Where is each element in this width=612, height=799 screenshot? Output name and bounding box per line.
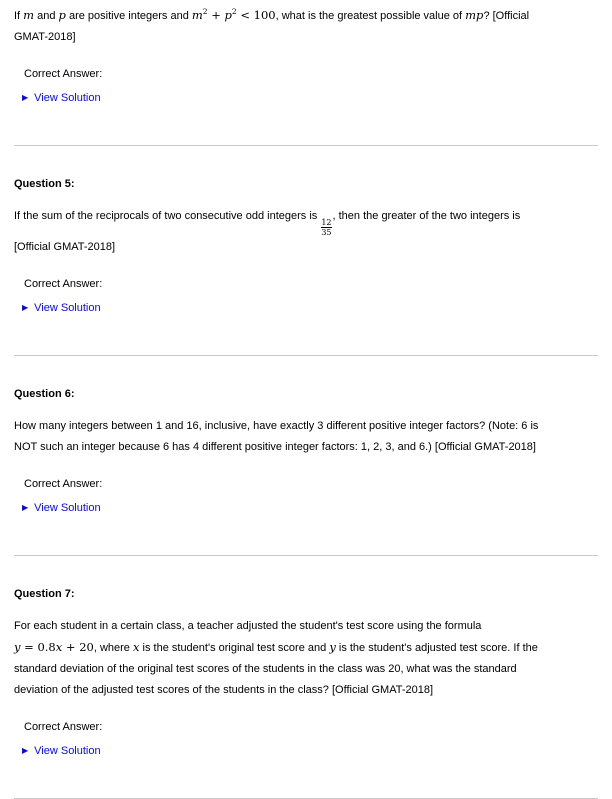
text-run: If the sum of the reciprocals of two consecutive odd integers is bbox=[14, 210, 321, 222]
text-run: , then the greater of the two integers is bbox=[332, 210, 521, 222]
correct-answer-label: Correct Answer: bbox=[24, 68, 103, 80]
text-run: standard deviation of the original test scores of the students in the class was 20, what was the standard bbox=[14, 662, 517, 675]
question-heading: Question 5: bbox=[14, 178, 75, 190]
expand-arrow-icon[interactable]: ▶ bbox=[22, 302, 29, 312]
question-6 bbox=[0, 388, 612, 556]
math-run: 2 bbox=[231, 7, 237, 16]
text-run: and bbox=[34, 10, 59, 22]
fraction-numerator: 12 bbox=[321, 218, 332, 227]
question-text-line bbox=[14, 637, 598, 659]
section-divider bbox=[14, 355, 598, 356]
text-run: is the student's original test score and bbox=[139, 641, 330, 654]
math-run: < 100 bbox=[236, 8, 276, 22]
view-solution-link[interactable] bbox=[22, 91, 598, 105]
question-heading: Question 7: bbox=[14, 587, 75, 600]
fraction bbox=[320, 219, 332, 237]
question-text-line bbox=[14, 616, 598, 637]
text-run: ? [Official bbox=[483, 10, 530, 22]
question-7 bbox=[0, 588, 612, 799]
math-run: p bbox=[224, 8, 232, 22]
correct-answer-label: Correct Answer: bbox=[24, 720, 103, 733]
question-text-line bbox=[14, 1, 598, 27]
view-solution-label[interactable]: View Solution bbox=[34, 92, 101, 104]
fraction-denominator: 35 bbox=[321, 227, 332, 237]
text-run: How many integers between 1 and 16, inclusive, have exactly 3 different positive integer factors? (Note: 6 is bbox=[14, 419, 539, 432]
view-solution-link[interactable] bbox=[22, 744, 598, 758]
correct-answer-label: Correct Answer: bbox=[24, 477, 103, 490]
question-text bbox=[14, 616, 598, 701]
section-divider bbox=[14, 555, 598, 556]
text-run: [Official GMAT-2018] bbox=[14, 240, 116, 253]
expand-arrow-icon[interactable]: ▶ bbox=[22, 93, 29, 102]
text-run: are positive integers and bbox=[65, 10, 192, 22]
math-run: x bbox=[132, 639, 140, 654]
question-text-line bbox=[14, 437, 598, 458]
text-run: For each student in a certain class, a teacher adjusted the student's test score using the formula bbox=[14, 619, 482, 632]
questions-page bbox=[0, 1, 612, 799]
question-text bbox=[14, 206, 598, 258]
question-heading: Question 6: bbox=[14, 387, 75, 400]
question-text-line bbox=[14, 416, 598, 437]
expand-arrow-icon[interactable]: ▶ bbox=[22, 502, 29, 512]
math-run: m bbox=[23, 8, 35, 22]
view-solution-label[interactable]: View Solution bbox=[34, 301, 101, 314]
question-text-line bbox=[14, 659, 598, 680]
math-run: x bbox=[55, 639, 63, 654]
view-solution-label[interactable]: View Solution bbox=[34, 501, 101, 514]
question-text bbox=[14, 416, 598, 458]
text-run: deviation of the adjusted test scores of the students in the class? [Official GMAT-2018] bbox=[14, 683, 434, 696]
question-text bbox=[14, 1, 598, 48]
section-divider bbox=[14, 145, 598, 146]
math-run: 2 bbox=[202, 7, 208, 16]
question-4-continued bbox=[0, 1, 612, 146]
question-5 bbox=[0, 178, 612, 356]
question-text-line bbox=[14, 27, 598, 48]
math-run: y bbox=[329, 639, 336, 654]
text-run: If bbox=[14, 10, 24, 22]
expand-arrow-icon[interactable]: ▶ bbox=[22, 745, 29, 755]
text-run: is the student's adjusted test score. If the bbox=[335, 641, 538, 654]
math-run: p bbox=[58, 8, 66, 22]
view-solution-link[interactable] bbox=[22, 501, 598, 515]
text-run: GMAT-2018] bbox=[14, 31, 76, 43]
math-run: = 0.8 bbox=[20, 639, 56, 654]
question-text-line bbox=[14, 680, 598, 701]
view-solution-link[interactable] bbox=[22, 301, 598, 315]
question-text-line bbox=[14, 237, 598, 258]
math-run: mp bbox=[465, 8, 484, 22]
text-run: , where bbox=[93, 641, 133, 654]
view-solution-label[interactable]: View Solution bbox=[34, 744, 101, 757]
question-text-line bbox=[14, 206, 598, 237]
questions-list bbox=[0, 1, 612, 799]
text-run: NOT such an integer because 6 has 4 different positive integer factors: 1, 2, 3, and 6.) [Official GMAT-2018] bbox=[14, 440, 536, 453]
math-run: y bbox=[14, 639, 21, 654]
math-run: + 20 bbox=[62, 639, 94, 654]
correct-answer-label: Correct Answer: bbox=[24, 277, 103, 290]
section-divider bbox=[14, 798, 598, 799]
text-run: , what is the greatest possible value of bbox=[275, 10, 466, 22]
math-run: m bbox=[191, 8, 203, 22]
math-run: + bbox=[207, 8, 225, 22]
